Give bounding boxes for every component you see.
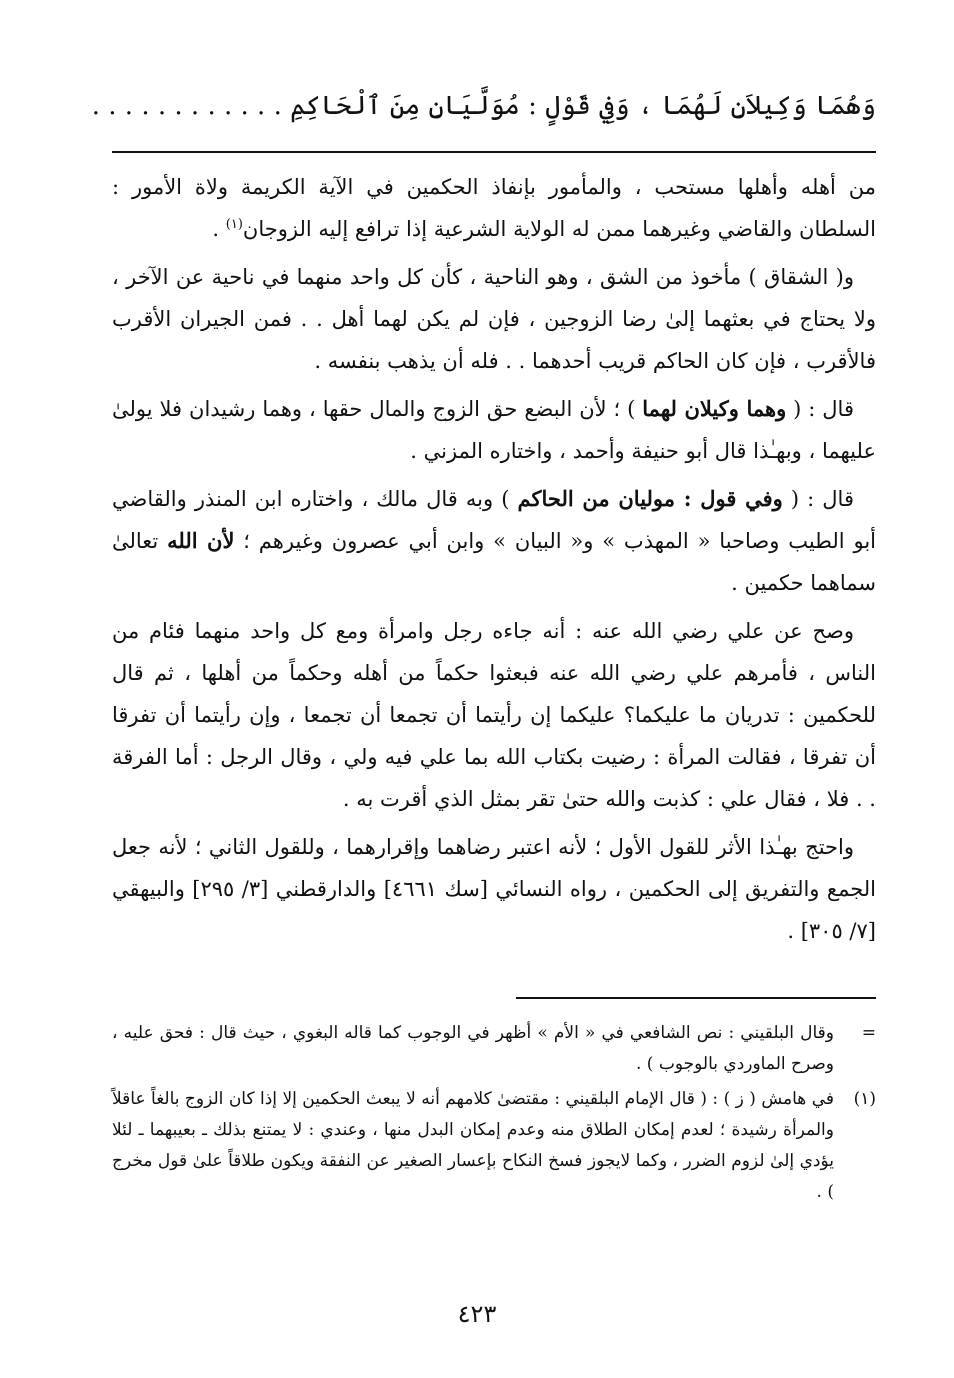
footnote-continued [112,1018,876,1080]
paragraph-3: قال : ( وهما وكيلان لهما ) ؛ لأن البضع حق الزوج والمال حقها ، وهما رشيدان فلا يولىٰ عليهما ، وبهـٰذا قال أبو حنيفة وأحمد ، واختاره المزني . [112,396,876,463]
header-title: وَهُمَا وَكِيلاَنِ لَهُمَا ، وَفِي قَوْلٍ : مُوَلَّيَانِ مِنَ ٱلْحَاكِمِ [290,91,876,121]
header-dots: . . . . . . . . . . . . [91,91,282,121]
paragraph-4: قال : ( وفي قول : موليان من الحاكم ) وبه قال مالك ، واختاره ابن المنذر والقاضي أبو الطيب وصاحبا « المهذب » و« البيان » وابن أبي عصرون وغيرهم ؛ لأن الله تعالىٰ سماهما حكمين . [112,486,877,595]
footnote-mark: (١) [853,1089,876,1109]
footnote-ref[interactable]: (١) [225,217,243,232]
footnotes [112,1018,876,1212]
footnote-text: في هامش ( ز ) : ( قال الإمام البلقيني : مقتضىٰ كلامهم أنه لا يبعث الحكمين إلا إذا كان الزوج بالغاً عاقلاً والمرأة رشيدة ؛ لعدم إمكان الطلاق منه وعدم إمكان البدل منها ، وعندي : لا يمتنع بذلك ـ بعيبهما ـ لئلا يؤدي إلىٰ لزوم الضرر ، وكما لايجوز فسخ النكاح بإعسار الصغير عن النفقة ويكون طلاقاً علىٰ قول مخرج ) . [112,1089,834,1202]
page-number: ٤٢٣ [457,1300,497,1328]
paragraph-5: وصح عن علي رضي الله عنه : أنه جاءه رجل وامرأة ومع كل واحد منهما فئام من الناس ، فأمرهم علي رضي الله عنه فبعثوا حكماً من أهله وحكماً من أهلها ، ثم قال للحكمين : تدريان ما عليكما؟ عليكما إن رأيتما أن تجمعا أن تجمعا ، وإن رأيتما أن تفرقا أن تفرقا ، فقالت المرأة : رضيت بكتاب الله بما علي فيه ولي ، وقال الرجل : أما الفرقة . . فلا ، فقال علي : كذبت والله حتىٰ تقر بمثل الذي أقرت به . [112,619,876,811]
matn-quote: وهما وكيلان لهما [642,396,787,421]
footnote-text: وقال البلقيني : نص الشافعي في « الأم » أظهر في الوجوب كما قاله البغوي ، حيث قال : فحق عليه ، وصرح الماوردي بالوجوب ) . [112,1023,834,1074]
paragraph-1: من أهله وأهلها مستحب ، والمأمور بإنفاذ الحكمين في الآية الكريمة ولاة الأمور : السلطان والقاضي وغيرهما ممن له الولاية الشرعية إذا ترافع إليه الزوجان$^{(١)}$ . [112,175,876,241]
footnote-1 [112,1084,876,1208]
emphasis-text: لأن الله [167,528,235,553]
paragraph-2: و( الشقاق ) مأخوذ من الشق ، وهو الناحية ، كأن كل واحد منهما في ناحية عن الآخر ، ولا يحتاج في بعثهما إلىٰ رضا الزوجين ، فإن لم يكن لهما أهل . . فمن الجيران الأقرب فالأقرب ، فإن كان الحاكم قريب أحدهما . . فله أن يذهب بنفسه . [112,265,876,373]
matn-quote: وفي قول : موليان من الحاكم [517,486,783,511]
running-header [91,78,876,134]
header-divider [112,151,876,153]
paragraph-6: واحتج بهـٰذا الأثر للقول الأول ؛ لأنه اعتبر رضاهما وإقرارهما ، وللقول الثاني ؛ لأنه جعل الجمع والتفريق إلى الحكمين ، رواه النسائي [سك ٤٦٦١] والدارقطني [٣/ ٢٩٥] والبيهقي [٧/ ٣٠٥] . [112,835,876,943]
main-text [112,166,876,958]
footnote-mark: = [861,1023,876,1043]
footnote-divider [516,997,876,999]
